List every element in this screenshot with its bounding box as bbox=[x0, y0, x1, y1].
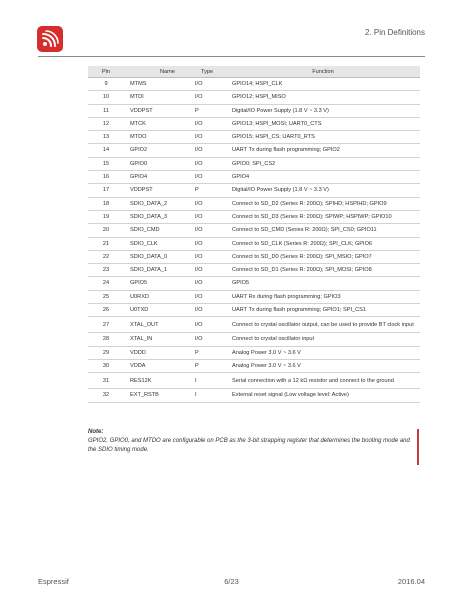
table-row bbox=[88, 373, 420, 389]
pin-number-cell: 12 bbox=[88, 117, 124, 130]
pin-type-cell: I/O bbox=[189, 333, 226, 346]
pin-number-cell: 13 bbox=[88, 131, 124, 144]
pin-type-cell: I/O bbox=[189, 117, 226, 130]
footer-page-number: 6/23 bbox=[224, 577, 239, 586]
pin-function-cell: GPIO13; HSPI_MOSI; UART0_CTS bbox=[226, 117, 420, 130]
pin-function-cell: Connect to SD_D1 (Series R: 200Ω); SPI_MOSI; GPIO8 bbox=[226, 264, 420, 277]
pin-type-cell: I/O bbox=[189, 144, 226, 157]
pin-function-cell: Connect to SD_D3 (Series R: 200Ω); SPIWP; HSPIWP; GPIO10 bbox=[226, 210, 420, 223]
pin-function-cell: Digital/IO Power Supply (1.8 V ~ 3.3 V) bbox=[226, 104, 420, 117]
pin-name-cell: MTCK bbox=[124, 117, 189, 130]
pin-function-cell: Connect to crystal oscillator output, can be used to provide BT clock input bbox=[226, 317, 420, 333]
pin-function-cell: GPIO4 bbox=[226, 171, 420, 184]
table-row bbox=[88, 210, 420, 223]
section-title: 2. Pin Definitions bbox=[364, 28, 425, 37]
table-row bbox=[88, 290, 420, 303]
pin-name-cell: U0TXD bbox=[124, 304, 189, 317]
pin-name-cell: SDIO_DATA_2 bbox=[124, 197, 189, 210]
pin-type-cell: I/O bbox=[189, 224, 226, 237]
pin-number-cell: 11 bbox=[88, 104, 124, 117]
pin-type-cell: P bbox=[189, 346, 226, 359]
table-row bbox=[88, 78, 420, 91]
pin-type-cell: P bbox=[189, 184, 226, 197]
table-row bbox=[88, 171, 420, 184]
pin-name-cell: MTDI bbox=[124, 91, 189, 104]
pin-number-cell: 27 bbox=[88, 317, 124, 333]
column-header-pin: Pin bbox=[88, 66, 124, 78]
pin-number-cell: 15 bbox=[88, 157, 124, 170]
table-row bbox=[88, 237, 420, 250]
table-row bbox=[88, 184, 420, 197]
table-row bbox=[88, 304, 420, 317]
table-row bbox=[88, 224, 420, 237]
pin-type-cell: I/O bbox=[189, 317, 226, 333]
table-row bbox=[88, 333, 420, 346]
pin-number-cell: 10 bbox=[88, 91, 124, 104]
pin-number-cell: 30 bbox=[88, 359, 124, 372]
table-row bbox=[88, 277, 420, 290]
pin-name-cell: SDIO_DATA_0 bbox=[124, 250, 189, 263]
pin-function-cell: Connect to SD_D2 (Series R: 200Ω); SPIHD; HSPIHD; GPIO9 bbox=[226, 197, 420, 210]
pin-function-cell: External reset signal (Low voltage level: Active) bbox=[226, 389, 420, 402]
table-header-row bbox=[88, 66, 420, 78]
column-header-function: Function bbox=[226, 66, 420, 78]
table-row bbox=[88, 104, 420, 117]
pin-name-cell: SDIO_DATA_3 bbox=[124, 210, 189, 223]
pin-type-cell: I/O bbox=[189, 264, 226, 277]
pin-number-cell: 25 bbox=[88, 290, 124, 303]
pin-function-cell: Analog Power 3.0 V ~ 3.6 V bbox=[226, 359, 420, 372]
pin-number-cell: 19 bbox=[88, 210, 124, 223]
espressif-logo-icon bbox=[37, 26, 63, 52]
pin-number-cell: 22 bbox=[88, 250, 124, 263]
pin-number-cell: 18 bbox=[88, 197, 124, 210]
pin-number-cell: 21 bbox=[88, 237, 124, 250]
pin-function-cell: UART Tx during flash programming; GPIO1; SPI_CS1 bbox=[226, 304, 420, 317]
pin-definitions-table bbox=[88, 66, 420, 403]
pin-name-cell: SDIO_CLK bbox=[124, 237, 189, 250]
pin-type-cell: I/O bbox=[189, 78, 226, 91]
pin-function-cell: GPIO15; HSPI_CS; UART0_RTS bbox=[226, 131, 420, 144]
column-header-type: Type bbox=[189, 66, 226, 78]
pin-name-cell: VDDPST bbox=[124, 184, 189, 197]
table-row bbox=[88, 264, 420, 277]
pin-number-cell: 32 bbox=[88, 389, 124, 402]
pin-type-cell: I/O bbox=[189, 210, 226, 223]
table-row bbox=[88, 389, 420, 402]
pin-number-cell: 26 bbox=[88, 304, 124, 317]
table-row bbox=[88, 91, 420, 104]
pin-name-cell: RES12K bbox=[124, 373, 189, 389]
pin-function-cell: Digital/IO Power Supply (1.8 V ~ 3.3 V) bbox=[226, 184, 420, 197]
pin-name-cell: SDIO_DATA_1 bbox=[124, 264, 189, 277]
table-row bbox=[88, 144, 420, 157]
pin-name-cell: VDDA bbox=[124, 359, 189, 372]
pin-number-cell: 16 bbox=[88, 171, 124, 184]
pin-name-cell: MTDO bbox=[124, 131, 189, 144]
table-row bbox=[88, 317, 420, 333]
pin-function-cell: GPIO12; HSPI_MISO bbox=[226, 91, 420, 104]
pin-name-cell: U0RXD bbox=[124, 290, 189, 303]
note-title: Note: bbox=[88, 429, 104, 435]
footer-date: 2016.04 bbox=[397, 577, 425, 586]
pin-number-cell: 14 bbox=[88, 144, 124, 157]
pin-function-cell: Serial connection with a 12 kΩ resistor and connect to the ground bbox=[226, 373, 420, 389]
pin-name-cell: SDIO_CMD bbox=[124, 224, 189, 237]
pin-type-cell: I/O bbox=[189, 171, 226, 184]
table-row bbox=[88, 131, 420, 144]
table-row bbox=[88, 346, 420, 359]
pin-type-cell: I/O bbox=[189, 131, 226, 144]
pin-number-cell: 31 bbox=[88, 373, 124, 389]
column-header-name: Name bbox=[124, 66, 189, 78]
pin-name-cell: GPIO0 bbox=[124, 157, 189, 170]
pin-type-cell: I/O bbox=[189, 290, 226, 303]
pin-name-cell: EXT_RSTB bbox=[124, 389, 189, 402]
pin-function-cell: Connect to SD_D0 (Series R: 200Ω); SPI_MSIO; GPIO7 bbox=[226, 250, 420, 263]
pin-function-cell: UART Rx during flash programming; GPIO3 bbox=[226, 290, 420, 303]
pin-function-cell: Analog Power 3.0 V ~ 3.6 V bbox=[226, 346, 420, 359]
pin-function-cell: GPIO0; SPI_CS2 bbox=[226, 157, 420, 170]
header-divider bbox=[38, 56, 425, 57]
pin-function-cell: GPIO5 bbox=[226, 277, 420, 290]
pin-function-cell: GPIO14; HSPI_CLK bbox=[226, 78, 420, 91]
pin-number-cell: 28 bbox=[88, 333, 124, 346]
pin-number-cell: 20 bbox=[88, 224, 124, 237]
pin-name-cell: VDDPST bbox=[124, 104, 189, 117]
pin-name-cell: GPIO4 bbox=[124, 171, 189, 184]
note-box bbox=[88, 429, 419, 465]
table-row bbox=[88, 117, 420, 130]
pin-number-cell: 23 bbox=[88, 264, 124, 277]
pin-name-cell: VDDD bbox=[124, 346, 189, 359]
pin-type-cell: I/O bbox=[189, 304, 226, 317]
pin-type-cell: I/O bbox=[189, 250, 226, 263]
pin-number-cell: 24 bbox=[88, 277, 124, 290]
pin-name-cell: MTMS bbox=[124, 78, 189, 91]
pin-number-cell: 17 bbox=[88, 184, 124, 197]
pin-type-cell: I/O bbox=[189, 277, 226, 290]
pin-name-cell: GPIO5 bbox=[124, 277, 189, 290]
pin-type-cell: I bbox=[189, 389, 226, 402]
table-row bbox=[88, 157, 420, 170]
table-row bbox=[88, 250, 420, 263]
pin-type-cell: P bbox=[189, 104, 226, 117]
note-text: GPIO2, GPIO0, and MTDO are configurable on PCB as the 3-bit strapping register that determines the booting mode and the SDIO timing mode. bbox=[88, 438, 410, 453]
pin-name-cell: XTAL_OUT bbox=[124, 317, 189, 333]
pin-name-cell: GPIO2 bbox=[124, 144, 189, 157]
pin-number-cell: 29 bbox=[88, 346, 124, 359]
pin-function-cell: Connect to SD_CMD (Series R: 200Ω); SPI_CS0; GPIO11 bbox=[226, 224, 420, 237]
pin-function-cell: UART Tx during flash programming; GPIO2 bbox=[226, 144, 420, 157]
pin-type-cell: I/O bbox=[189, 237, 226, 250]
pin-number-cell: 9 bbox=[88, 78, 124, 91]
pin-type-cell: I bbox=[189, 373, 226, 389]
pin-type-cell: I/O bbox=[189, 197, 226, 210]
table-row bbox=[88, 197, 420, 210]
pin-name-cell: XTAL_IN bbox=[124, 333, 189, 346]
pin-function-cell: Connect to SD_CLK (Series R: 200Ω); SPI_CLK; GPIO6 bbox=[226, 237, 420, 250]
table-row bbox=[88, 359, 420, 372]
pin-type-cell: I/O bbox=[189, 91, 226, 104]
pin-function-cell: Connect to crystal oscillator input bbox=[226, 333, 420, 346]
pin-type-cell: I/O bbox=[189, 157, 226, 170]
pin-type-cell: P bbox=[189, 359, 226, 372]
footer-company: Espressif bbox=[38, 577, 69, 586]
